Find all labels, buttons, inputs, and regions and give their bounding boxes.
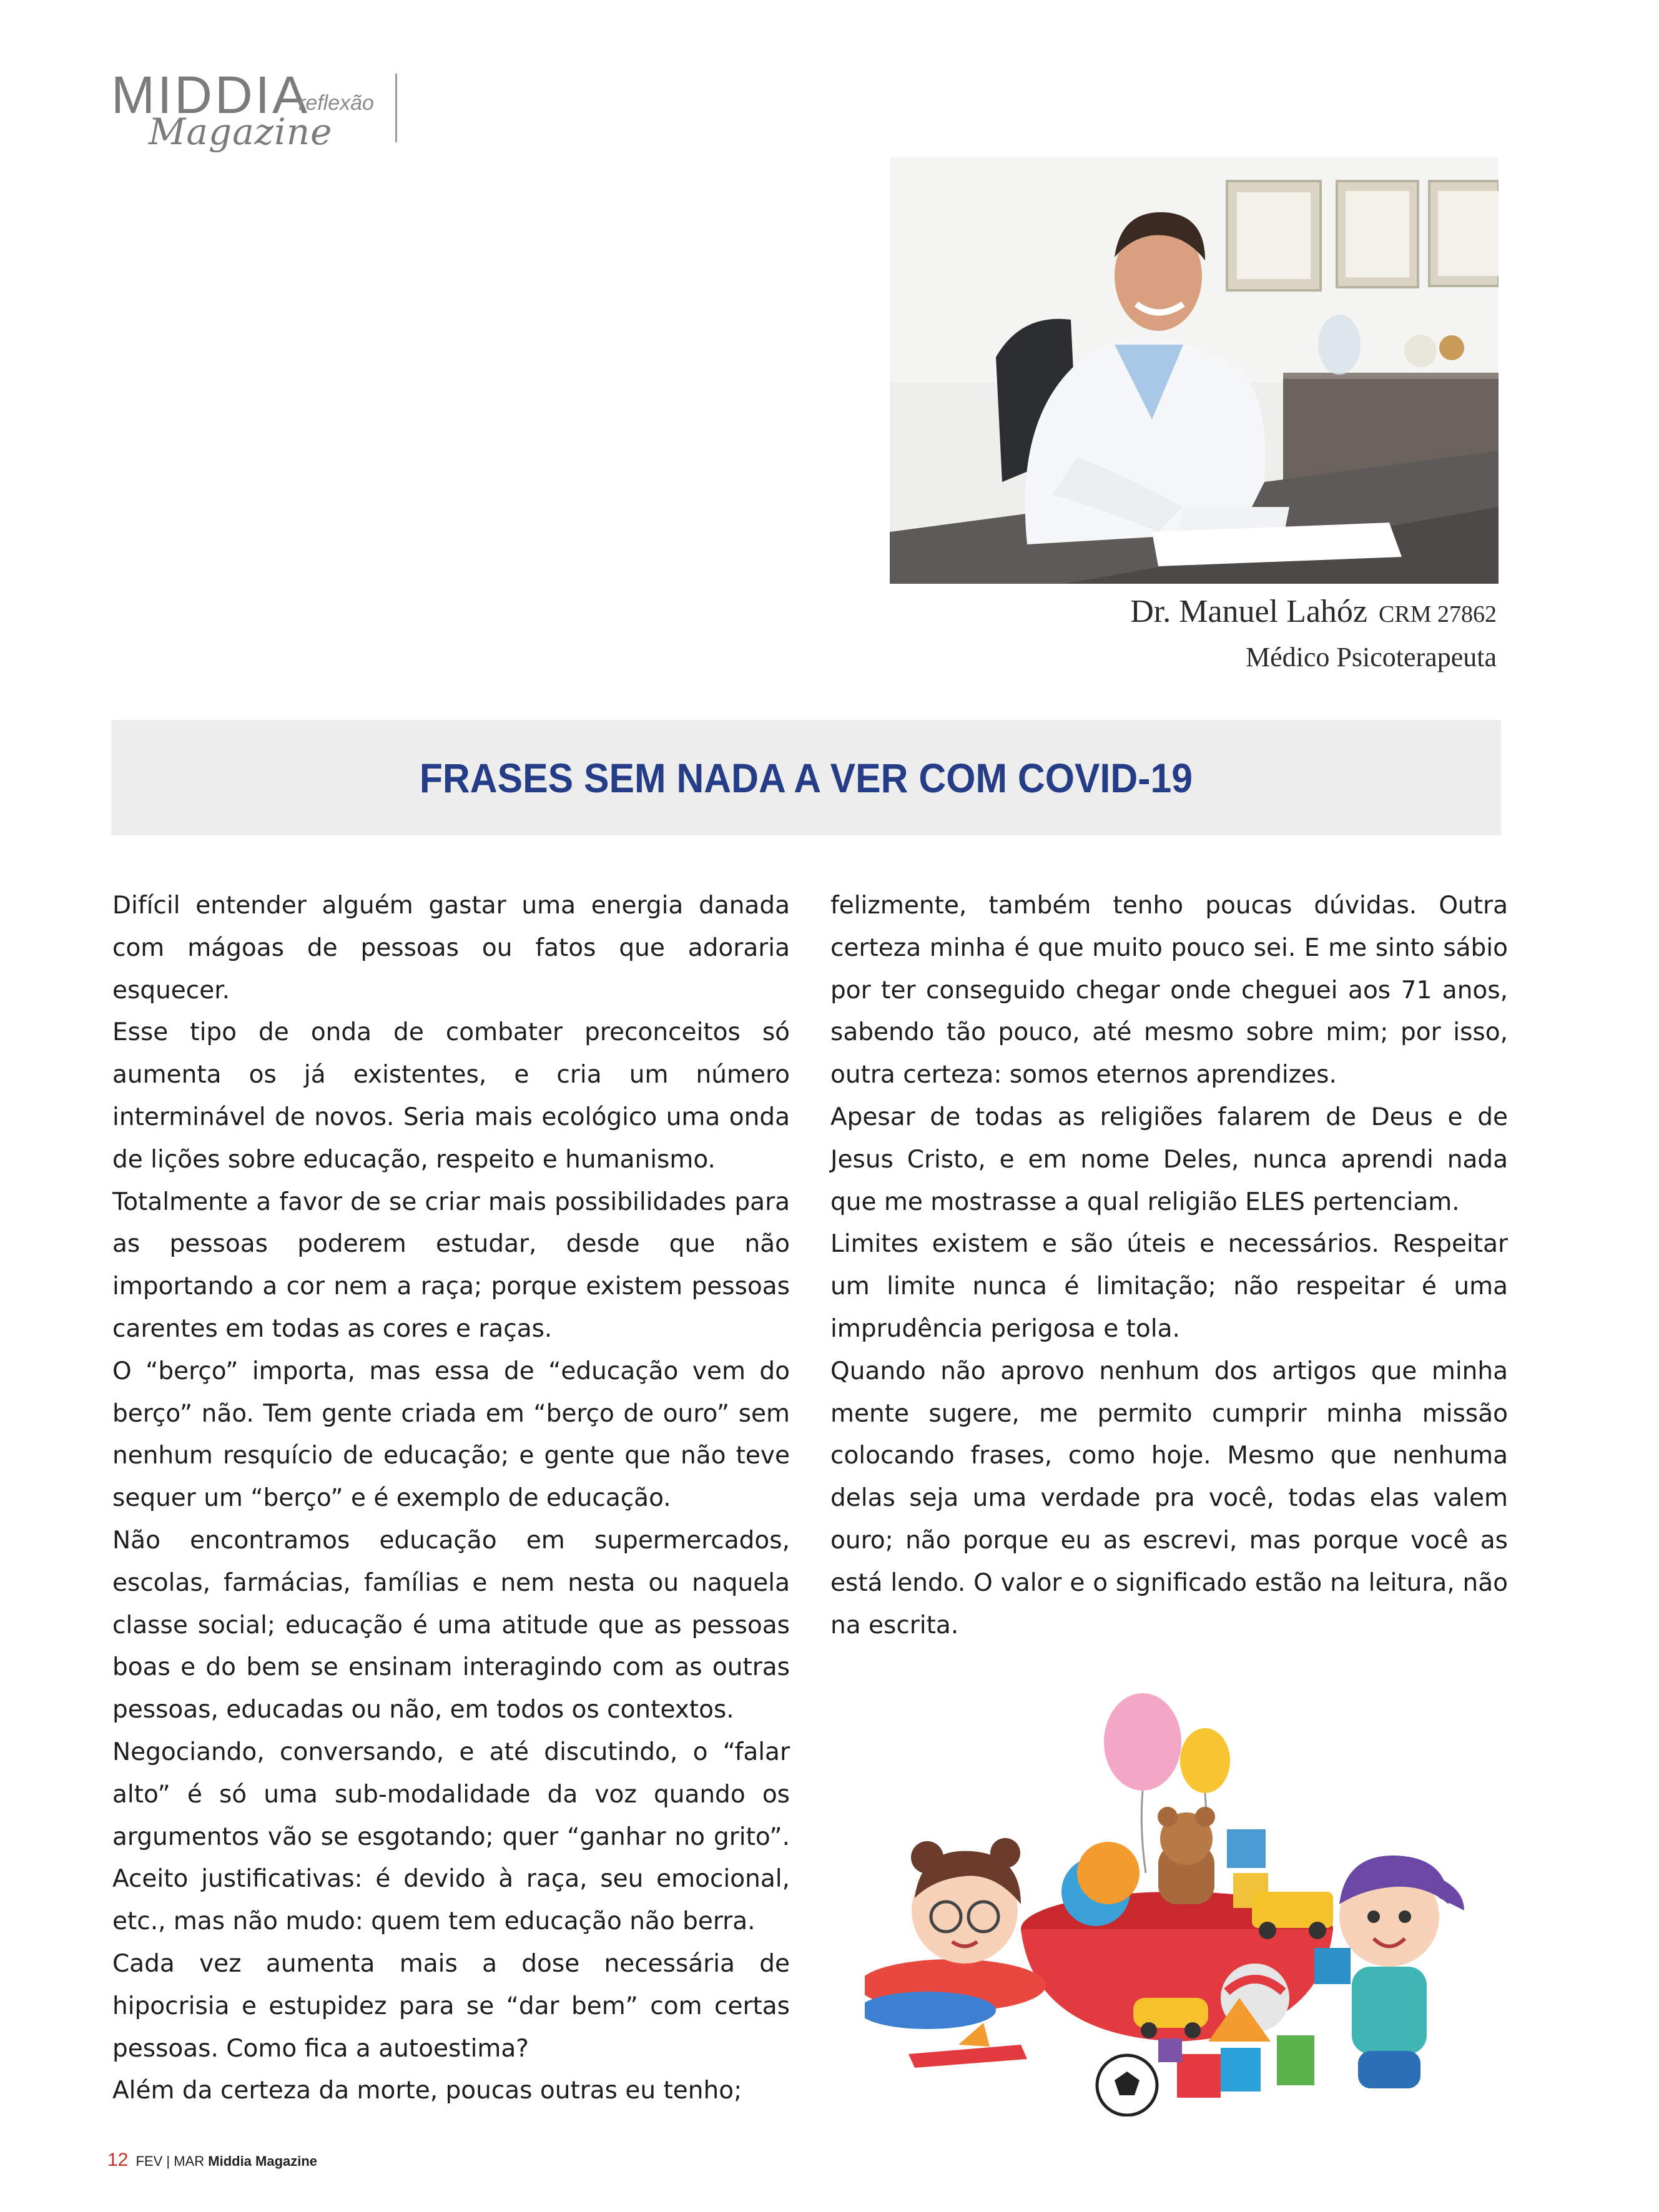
- paragraph: Além da certeza da morte, poucas outras eu tenho;: [112, 2077, 742, 2105]
- paragraph: felizmente, também tenho poucas dúvidas. Outra certeza minha é que muito pouco sei. E me sinto sábio por ter conseguido chegar onde cheguei aos 71 anos, sabendo tão pouco, até mesmo sobre mim; por isso, outra certeza: somos eternos aprendizes.: [830, 892, 1508, 1089]
- title-band: [111, 720, 1501, 835]
- article-title: FRASES SEM NADA A VER COM COVID-19: [419, 754, 1193, 801]
- paragraph: Quando não aprovo nenhum dos artigos que minha mente sugere, me permito cumprir minha missão colocando frases, como hoje. Mesmo que nenhuma delas seja uma verdade pra você, todas elas valem ouro; não porque eu as escrevi, mas porque você as está lendo. O valor e o significado estão na leitura, não na escrita.: [830, 1357, 1508, 1639]
- page-number: 12: [107, 2150, 129, 2170]
- paragraph: Não encontramos educação em supermercados, escolas, farmácias, famílias e nem nesta ou naquela classe social; educação é uma atitude que as pessoas boas e do bem se ensinam interagindo com as outras pessoas, educadas ou não, em todos os contextos.: [112, 1526, 790, 1724]
- article-column-left: [112, 885, 790, 2112]
- author-role: Médico Psicoterapeuta: [1246, 642, 1497, 672]
- author-crm: CRM 27862: [1379, 601, 1497, 627]
- paragraph: O “berço” importa, mas essa de “educação vem do berço” não. Tem gente criada em “berço de ouro” sem nenhum resquício de educação; e gente que não teve sequer um “berço” e é exemplo de educação.: [112, 1357, 790, 1513]
- paragraph: Difícil entender alguém gastar uma energia danada com mágoas de pessoas ou fatos que adoraria esquecer.: [112, 892, 790, 1005]
- paragraph: Cada vez aumenta mais a dose necessária de hipocrisia e estupidez para se “dar bem” com certas pessoas. Como fica a autoestima?: [112, 1949, 790, 2063]
- page-footer: [107, 2150, 317, 2171]
- paragraph: Negociando, conversando, e até discutindo, o “falar alto” é só uma sub-modalidade da voz quando os argumentos vão se esgotando; quer “ganhar no grito”. Aceito justificativas: é devido à raça, seu emocional, etc., mas não mudo: quem tem educação não berra.: [112, 1738, 790, 1936]
- paragraph: Limites existem e são úteis e necessários. Respeitar um limite nunca é limitação; não respeitar é uma imprudência perigosa e tola.: [830, 1230, 1508, 1343]
- logo-divider: [395, 74, 397, 142]
- paragraph: Esse tipo de onda de combater preconceitos só aumenta os já existentes, e cria um número interminável de novos. Seria mais ecológico uma onda de lições sobre educação, respeito e humanismo.: [112, 1018, 790, 1174]
- article-column-right: [830, 885, 1508, 1646]
- brand-wordmark: MIDDIA: [111, 66, 310, 124]
- issue-label: FEV | MAR: [135, 2153, 205, 2169]
- brand-script: Magazine: [149, 111, 333, 153]
- section-label: reflexão: [298, 91, 374, 115]
- publication-name: Middia Magazine: [208, 2153, 318, 2169]
- author-photo: [890, 157, 1499, 584]
- paragraph: Apesar de todas as religiões falarem de Deus e de Jesus Cristo, e em nome Deles, nunca aprendi nada que me mostrasse a qual religião ELES pertenciam.: [830, 1103, 1508, 1216]
- author-name-text: Dr. Manuel Lahóz: [1130, 594, 1368, 629]
- paragraph: Totalmente a favor de se criar mais possibilidades para as pessoas poderem estudar, desde que não importando a cor nem a raça; porque existem pessoas carentes em todas as cores e raças.: [112, 1187, 790, 1343]
- kids-toys-illustration: [865, 1686, 1489, 2116]
- author-name: [1130, 593, 1497, 630]
